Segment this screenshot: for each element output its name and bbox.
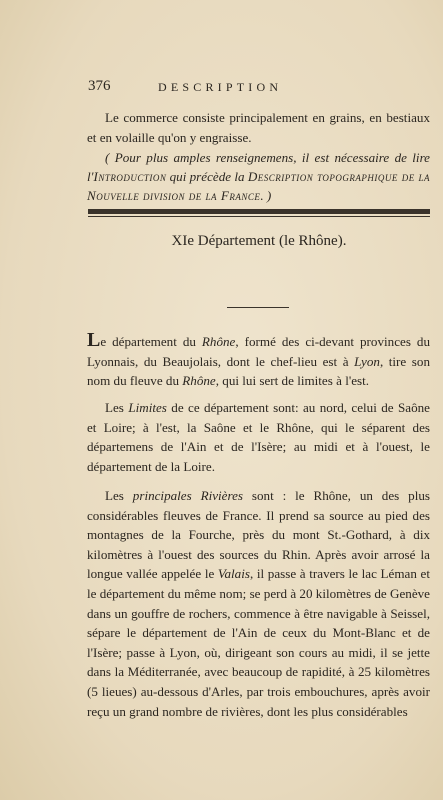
p3-valais: Valais	[217, 566, 250, 582]
paragraph-rivieres	[87, 486, 430, 721]
p2-text-a: Les	[105, 400, 129, 415]
p1-rhone-2: Rhône	[182, 373, 216, 388]
p3-text-b: sont : le Rhône, un des plus considérables fleuves de France. Il prend sa source au pied des montagnes de la Fourche, près du mont St.-Gothard, à dix kilomètres à l'ouest des sources du Rhin. Après avoir arrosé la longue vallée appelée le	[87, 488, 430, 582]
note-text-1: Pour plus amples renseignemens, il est nécessaire de lire l'	[87, 150, 430, 184]
p1-rhone-1: Rhône	[201, 334, 236, 349]
commerce-paragraph: Le commerce consiste principalement en grains, en bestiaux et en volaille qu'on y engraisse.	[87, 110, 430, 145]
note-paragraph	[87, 148, 430, 205]
section-rule-thick	[88, 209, 430, 214]
paragraph-limites	[87, 398, 430, 476]
drop-cap: L	[87, 329, 101, 351]
section-rule-thin	[88, 216, 430, 217]
note-open: (	[105, 150, 115, 165]
note-text-2: qui précède la	[166, 169, 248, 184]
p1-text-a: e département du	[100, 334, 202, 349]
p1-text-c: , tire son nom du fleuve du	[87, 353, 430, 388]
p3-rivieres: principales Rivières	[132, 488, 244, 503]
page-number: 376	[88, 78, 111, 94]
note-introduction: Introduction	[93, 169, 167, 184]
paragraph-intro	[87, 330, 430, 391]
p2-text-b: de ce département sont: au nord, celui de Saône et Loire; à l'est, la Saône et le Rhône, qui le séparent des départemens de l'Ain et de l'Isère; au midi et à l'ouest, le département de la Loire.	[87, 400, 430, 474]
running-head	[88, 78, 428, 98]
running-title: DESCRIPTION	[158, 80, 283, 94]
note-description-title: Description topographique de la Nouvelle division de la France	[87, 169, 430, 203]
note-close: . )	[260, 188, 272, 203]
p1-text-b: , formé des ci-devant provinces du Lyonnais, du Beaujolais, dont le chef-lieu est à	[87, 334, 430, 369]
p1-text-d: , qui lui sert de limites à l'est.	[215, 373, 370, 388]
title-rule	[227, 307, 289, 308]
p3-text-c: , il passe à travers le lac Léman et le département du même nom; se perd à 20 kilomètres de Genève dans un gouffre de rochers, commence à être navigable à Seissel, sépare le département de l'Ain de ceux du Mont-Blanc et de l'Isère; passe à Lyon, où, dirigeant son cours au midi, il se jette dans la Méditerranée, avec beaucoup de rapidité, à 25 kilomètres (5 lieues) au-dessous d'Arles, par trois embouchures, après avoir reçu un grand nombre de rivières, dont les plus considérables	[87, 566, 430, 719]
department-title: XIe Département (le Rhône).	[171, 233, 347, 249]
p2-limites: Limites	[128, 400, 167, 415]
p3-text-a: Les	[105, 488, 133, 503]
p1-lyon: Lyon	[354, 353, 380, 369]
